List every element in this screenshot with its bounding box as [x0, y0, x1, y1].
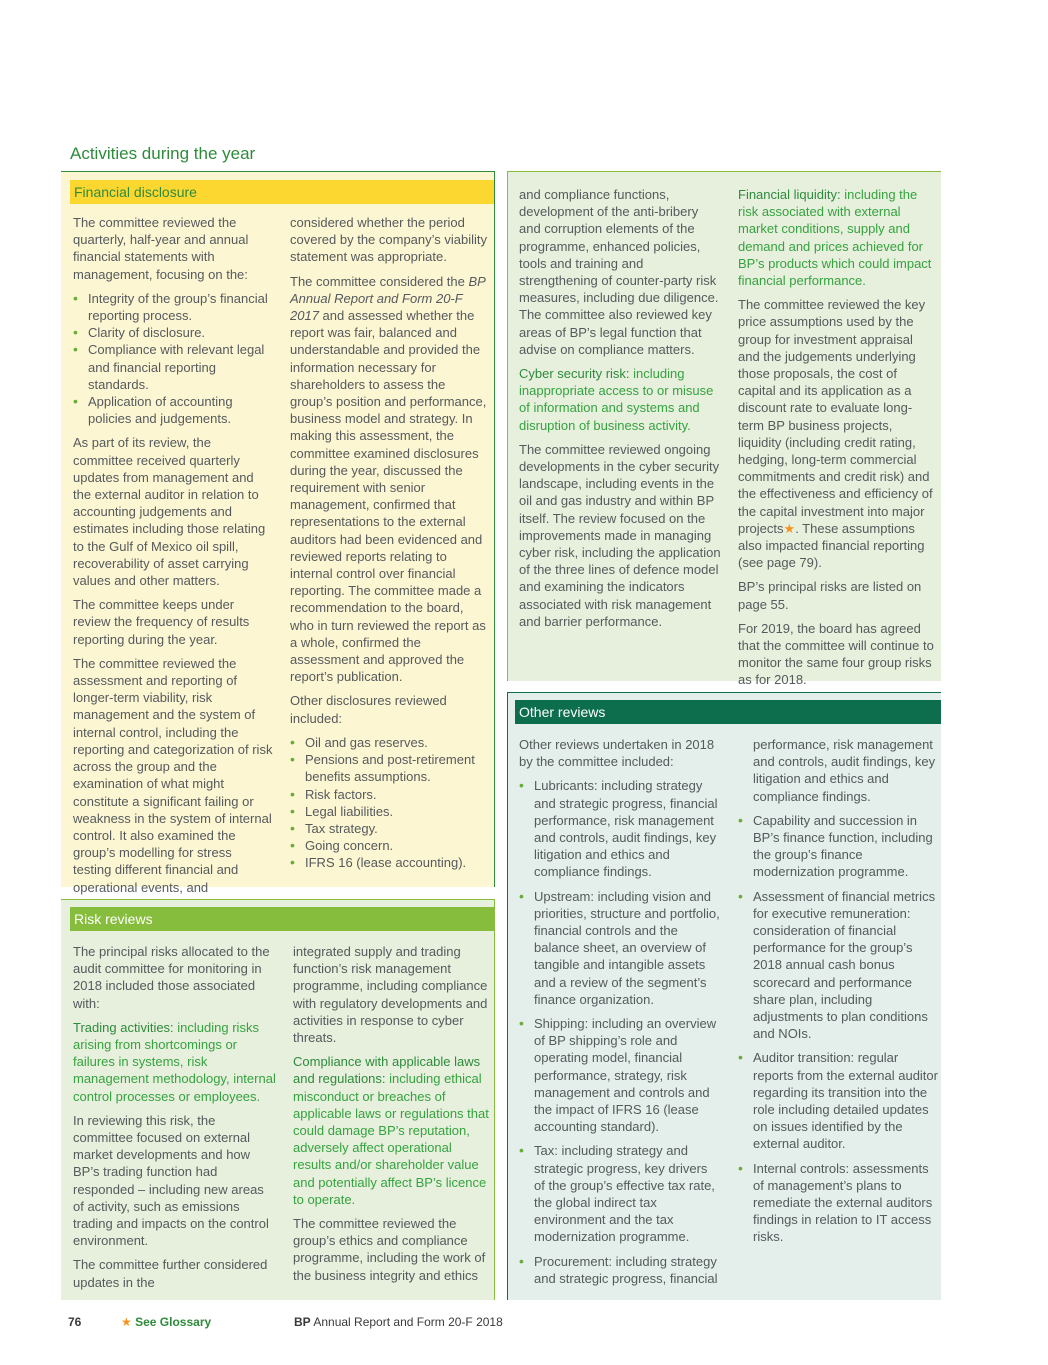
report-footer-title: [294, 1315, 503, 1329]
rr-col4-p3: For 2019, the board has agreed that the committee will continue to monitor the same four group risks as for 2018.: [738, 620, 934, 688]
glossary-label: See Glossary: [135, 1315, 212, 1329]
risk-reviews-continued-side-rule: [507, 171, 508, 681]
fd-col2-p2: [290, 273, 490, 686]
list-item: • Upstream: including vision and priorities, structure and portfolio, financial controls and the balance sheet, an overview of tangible and intangible assets and a review of the segment’s finance organization.: [519, 888, 721, 1008]
risk-reviews-col-3: [519, 186, 722, 637]
risk-reviews-header: Risk reviews: [70, 907, 494, 931]
footer-report-title: Annual Report and Form 20-F 2018: [313, 1315, 503, 1329]
financial-disclosure-top-rule: [61, 171, 494, 172]
rr-col3-p2: The committee reviewed ongoing developments in the cyber security landscape, including events in the oil and gas industry and within BP itself. The review focused on the improvements made in managing cyber risk, including the application of the three lines of defence model and examining the indicators associated with risk management and barrier performance.: [519, 441, 721, 629]
fd-other-disclosures-list: [290, 734, 490, 872]
compliance-text: including ethical misconduct or breaches of applicable laws or regulations that could damage BP’s reputation, adversely affect operational results and/or shareholder value and potentially affect BP’s licence to operate.: [293, 1071, 489, 1207]
list-item: • Application of accounting policies and judgements.: [73, 393, 273, 427]
rr-col2-p1: integrated supply and trading function’s risk management programme, including compliance with regulatory developments and activities in response to cyber threats.: [293, 944, 488, 1046]
rr-compliance: [293, 1053, 493, 1208]
financial-liquidity-text: including the risk associated with external market conditions, supply and demand and prices achieved for BP’s products which could impact financial performance.: [738, 187, 932, 289]
risk-reviews-top-rule: [61, 899, 494, 900]
list-item: • Clarity of disclosure.: [73, 324, 273, 341]
list-item: • Tax strategy.: [290, 820, 490, 837]
other-reviews-top-rule: [507, 692, 941, 693]
list-item: • Compliance with relevant legal and financial reporting standards.: [73, 341, 273, 393]
risk-reviews-continued-top-rule: [507, 171, 941, 172]
rr-col3-p1: and compliance functions, development of the anti-bribery and corruption elements of the programme, enhanced policies, tools and training and strengthening of counter-party risk measures, including due diligence. The committee also reviewed key areas of BP’s legal function that advise on compliance matters.: [519, 187, 719, 357]
rr-col4-p1b: . These assumptions also impacted financial reporting (see page 79).: [738, 520, 925, 571]
rr-col4-p2: BP’s principal risks are listed on page 55.: [738, 579, 922, 612]
list-item: • Assessment of financial metrics for executive remuneration: consideration of financial performance for the group’s 2018 annual cash bonus scorecard and performance share plan, including adjustments to plan conditions and NOIs.: [738, 888, 938, 1043]
rr-trading: [73, 1019, 278, 1105]
risk-reviews-col-1: [73, 943, 278, 1298]
compliance-title: Compliance with applicable laws and regulations:: [293, 1054, 481, 1087]
fd-col2-p3: Other disclosures reviewed included:: [290, 693, 447, 726]
trading-activities-text: including risks arising from shortcomings or failures in systems, risk management methodology, internal control processes or employees.: [73, 1019, 276, 1104]
rr-col1-p1: The principal risks allocated to the audit committee for monitoring in 2018 included those associated with:: [73, 944, 270, 1011]
list-item: • Procurement: including strategy and strategic progress, financial: [519, 1253, 721, 1287]
or-col1-p1: Other reviews undertaken in 2018 by the committee included:: [519, 737, 715, 770]
list-item: • Tax: including strategy and strategic progress, key drivers of the group’s effective tax rate, the global indirect tax environment and the tax modernization programme.: [519, 1142, 721, 1245]
list-item: • Capability and succession in BP’s finance function, including the group’s finance modernization programme.: [738, 812, 938, 881]
financial-liquidity-title: Financial liquidity:: [738, 187, 841, 202]
rr-cyber: [519, 365, 722, 434]
other-reviews-header: Other reviews: [515, 700, 941, 724]
rr-col1-p3: The committee further considered updates in the: [73, 1257, 268, 1290]
risk-reviews-side-rule: [494, 899, 495, 1300]
or-reviews-list: [519, 777, 721, 1287]
financial-disclosure-header: Financial disclosure: [70, 180, 494, 204]
other-reviews-side-rule: [507, 692, 508, 1300]
fd-focus-list: [73, 290, 273, 428]
fd-col1-p3: The committee keeps under review the frequency of results reporting during the year.: [73, 597, 250, 647]
fd-col2-p2-rest: and assessed whether the report was fair, balanced and understandable and provided the information necessary for shareholders to assess the group’s position and performance, business model and strategy. In making this assessment, the committee examined disclosures during the year, discussed the requirement with senior management, confirmed that representations to the external auditors had been evidenced and reviewed reports relating to internal control over financial reporting. The committee made a recommendation to the board, who in turn reviewed the report as a whole, confirmed the assessment and approved the report’s publication.: [290, 308, 487, 685]
financial-disclosure-side-rule: [494, 171, 495, 887]
page-number: 76: [68, 1315, 82, 1329]
risk-reviews-col-2: [293, 943, 493, 1291]
list-item: • IFRS 16 (lease accounting).: [290, 854, 490, 871]
trading-activities-title: Trading activities:: [73, 1019, 174, 1035]
list-item: • Risk factors.: [290, 786, 490, 803]
or-reviews-list-continued: [738, 812, 938, 1246]
list-item: • Auditor transition: regular reports from the external auditor regarding its transition into the role including detailed updates on issues identified by the external auditor.: [738, 1049, 938, 1152]
list-item: • Lubricants: including strategy and strategic progress, financial performance, risk management and controls, audit findings, key litigation and ethics and compliance findings.: [519, 777, 721, 880]
risk-reviews-col-4: [738, 186, 936, 696]
fd-col2-p2-intro: The committee considered the: [290, 273, 465, 289]
list-item: • Integrity of the group’s financial reporting process.: [73, 290, 273, 324]
list-item: • Legal liabilities.: [290, 803, 490, 820]
list-item: • Internal controls: assessments of management’s plans to remediate the external auditors findings in relation to IT access risks.: [738, 1160, 938, 1246]
fd-col1-p4: The committee reviewed the assessment and reporting of longer-term viability, risk management and the system of internal control, including the reporting and categorization of risk across the group and the examination of what might constitute a significant failing or weakness in the system of internal control. It also examined the group’s modelling for stress testing different financial and operational events, and: [73, 655, 273, 895]
list-item: • Pensions and post-retirement benefits assumptions.: [290, 751, 490, 785]
star-icon: ★: [121, 1315, 132, 1329]
rr-col2-p2: The committee reviewed the group’s ethics and compliance programme, including the work of the business integrity and ethics: [293, 1216, 486, 1283]
list-item: • Shipping: including an overview of BP shipping’s role and operating model, financial performance, strategy, risk management and controls and the impact of IFRS 16 (lease accounting standard).: [519, 1015, 721, 1135]
rr-col1-p2: In reviewing this risk, the committee focused on external market developments and how BP’s trading function had responded – including new areas of activity, such as emissions trading and impacts on the control environment.: [73, 1112, 269, 1249]
list-item: • Going concern.: [290, 837, 490, 854]
financial-disclosure-col-1: [73, 214, 273, 903]
financial-disclosure-col-2: [290, 214, 490, 879]
rr-col4-p1a: The committee reviewed the key price assumptions used by the group for investment appraisal and the judgements underlying those proposals, the cost of capital and its application as a discount rate to evaluate long-term BP business projects, liquidity (including credit rating, hedging, long-term commercial commitments and credit risk) and the effectiveness and efficiency of the capital investment into major projects: [738, 297, 933, 536]
glossary-key: [121, 1315, 211, 1329]
or-col2-cont: performance, risk management and controls, audit findings, key litigation and ethics and compliance findings.: [753, 737, 936, 804]
fd-col2-p1: considered whether the period covered by the company’s viability statement was appropriate.: [290, 215, 488, 265]
report-title-italic: BP Annual Report and Form 20-F 2017: [290, 273, 486, 324]
cyber-security-title: Cyber security risk:: [519, 366, 630, 382]
list-item: • Oil and gas reserves.: [290, 734, 490, 751]
glossary-star-icon: ★: [783, 520, 796, 536]
rr-liquidity: [738, 186, 936, 289]
rr-col4-p1: [738, 296, 936, 571]
other-reviews-col-1: [519, 736, 721, 1294]
fd-col1-p2: As part of its review, the committee received quarterly updates from management and the external auditor in relation to accounting judgements and estimates including those relating to the Gulf of Mexico oil spill, recoverability of asset carrying values and other matters.: [73, 435, 266, 589]
page-title: Activities during the year: [70, 144, 256, 163]
cyber-security-text: including inappropriate access to or misuse of information and systems and disruption of business activity.: [519, 366, 714, 433]
footer-brand: BP: [294, 1315, 311, 1329]
other-reviews-col-2: [738, 736, 938, 1253]
fd-col1-p1: The committee reviewed the quarterly, half-year and annual financial statements with management, focusing on the:: [73, 215, 249, 282]
